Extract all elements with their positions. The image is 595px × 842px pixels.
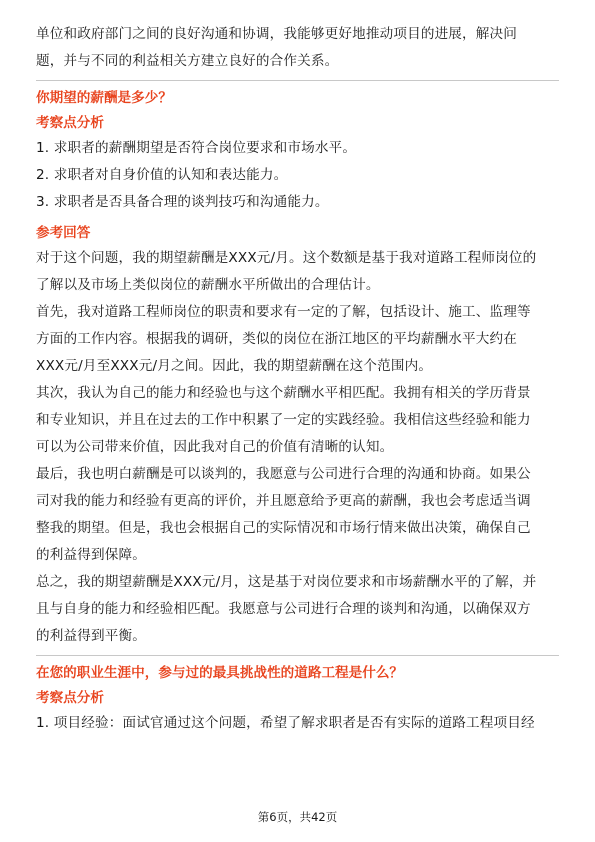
analysis-item: 2. 求职者对自身价值的认知和表达能力。: [36, 167, 288, 183]
answer-line: XXX元/月至XXX元/月之间。因此，我的期望薪酬在这个范围内。: [36, 358, 433, 374]
question-title: 在您的职业生涯中，参与过的最具挑战性的道路工程是什么？: [36, 665, 404, 681]
text-line: 单位和政府部门之间的良好沟通和协调，我能够更好地推动项目的进展，解决问: [36, 26, 518, 42]
analysis-heading: 考察点分析: [36, 690, 104, 706]
divider: [36, 80, 559, 81]
question-block-salary: [36, 85, 559, 650]
answer-line: 可以为公司带来价值，因此我对自己的价值有清晰的认知。: [36, 439, 394, 455]
answer-line: 且与自身的能力和经验相匹配。我愿意与公司进行合理的谈判和沟通，以确保双方: [36, 601, 531, 617]
answer-line: 和专业知识，并且在过去的工作中积累了一定的实践经验。我相信这些经验和能力: [36, 412, 531, 428]
answer-line: 总之，我的期望薪酬是XXX元/月，这是基于对岗位要求和市场薪酬水平的了解，并: [36, 574, 537, 590]
divider: [36, 655, 559, 656]
text-line: 题，并与不同的利益相关方建立良好的合作关系。: [36, 53, 339, 69]
answer-line: 了解以及市场上类似岗位的薪酬水平所做出的合理估计。: [36, 277, 380, 293]
answer-line: 其次，我认为自己的能力和经验也与这个薪酬水平相匹配。我拥有相关的学历背景: [36, 385, 531, 401]
answer-heading: 参考回答: [36, 225, 91, 241]
answer-line: 的利益得到平衡。: [36, 628, 146, 644]
answer-line: 司对我的能力和经验有更高的评价，并且愿意给予更高的薪酬，我也会考虑适当调: [36, 493, 531, 509]
question-block-project: [36, 660, 559, 737]
question-title: 你期望的薪酬是多少？: [36, 90, 172, 106]
answer-line: 首先，我对道路工程师岗位的职责和要求有一定的了解，包括设计、施工、监理等: [36, 304, 531, 320]
answer-line: 方面的工作内容。根据我的调研，类似的岗位在浙江地区的平均薪酬水平大约在: [36, 331, 518, 347]
answer-line: 的利益得到保障。: [36, 547, 146, 563]
answer-line: 对于这个问题，我的期望薪酬是XXX元/月。这个数额是基于我对道路工程师岗位的: [36, 250, 537, 266]
analysis-item: 3. 求职者是否具备合理的谈判技巧和沟通能力。: [36, 194, 329, 210]
intro-paragraph: [36, 0, 559, 75]
analysis-item: 1. 求职者的薪酬期望是否符合岗位要求和市场水平。: [36, 140, 357, 156]
answer-line: 最后，我也明白薪酬是可以谈判的，我愿意与公司进行合理的沟通和协商。如果公: [36, 466, 531, 482]
analysis-heading: 考察点分析: [36, 115, 104, 131]
analysis-item: 1. 项目经验：面试官通过这个问题，希望了解求职者是否有实际的道路工程项目经: [36, 715, 535, 731]
document-page: [36, 0, 559, 737]
page-number: 第6页，共42页: [257, 810, 338, 824]
answer-line: 整我的期望。但是，我也会根据自己的实际情况和市场行情来做出决策，确保自己: [36, 520, 531, 536]
